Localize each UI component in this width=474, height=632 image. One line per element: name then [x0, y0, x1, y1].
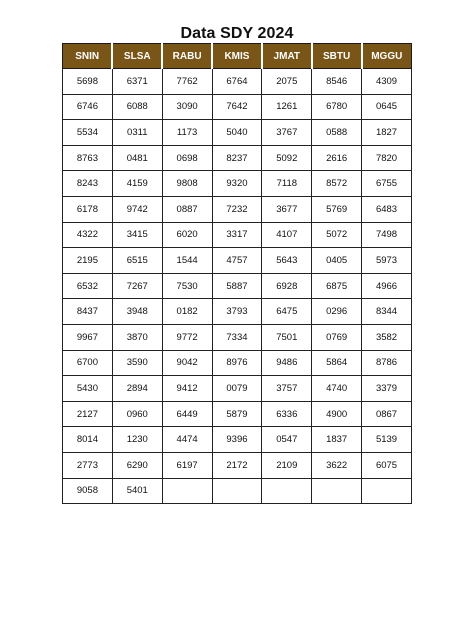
table-cell: 6449 [162, 401, 212, 427]
column-header-jmat: JMAT [262, 44, 312, 69]
table-cell [312, 478, 362, 504]
table-cell: 6020 [162, 222, 212, 248]
table-cell: 4900 [312, 401, 362, 427]
table-row [63, 145, 412, 171]
table-cell: 5430 [63, 376, 113, 402]
table-cell: 6764 [212, 69, 262, 95]
table-cell: 2195 [63, 248, 113, 274]
table-cell: 6532 [63, 273, 113, 299]
table-cell: 6928 [262, 273, 312, 299]
table-cell: 7267 [112, 273, 162, 299]
table-cell: 3379 [362, 376, 412, 402]
table-cell: 9742 [112, 196, 162, 222]
table-cell: 0481 [112, 145, 162, 171]
table-cell: 5072 [312, 222, 362, 248]
table-row [63, 196, 412, 222]
table-cell: 0960 [112, 401, 162, 427]
table-row [63, 376, 412, 402]
table-cell: 0769 [312, 324, 362, 350]
table-cell: 9412 [162, 376, 212, 402]
table-cell: 0079 [212, 376, 262, 402]
table-cell: 7642 [212, 94, 262, 120]
table-cell: 3757 [262, 376, 312, 402]
table-cell: 6875 [312, 273, 362, 299]
table-cell: 8976 [212, 350, 262, 376]
data-table [62, 43, 412, 504]
table-cell [262, 478, 312, 504]
table-row [63, 171, 412, 197]
table-cell: 5864 [312, 350, 362, 376]
table-cell: 6515 [112, 248, 162, 274]
table-cell: 1261 [262, 94, 312, 120]
table-body [63, 69, 412, 504]
table-row [63, 299, 412, 325]
table-cell: 2894 [112, 376, 162, 402]
table-cell: 3317 [212, 222, 262, 248]
table-cell: 8237 [212, 145, 262, 171]
table-cell: 3870 [112, 324, 162, 350]
table-cell: 7232 [212, 196, 262, 222]
table-cell: 2075 [262, 69, 312, 95]
table-cell: 7501 [262, 324, 312, 350]
table-cell: 4740 [312, 376, 362, 402]
table-cell: 5887 [212, 273, 262, 299]
table-cell: 6336 [262, 401, 312, 427]
table-cell [162, 478, 212, 504]
table-cell: 1230 [112, 427, 162, 453]
table-cell: 1827 [362, 120, 412, 146]
table-cell: 0296 [312, 299, 362, 325]
table-cell: 4966 [362, 273, 412, 299]
table-cell: 0588 [312, 120, 362, 146]
table-cell: 9486 [262, 350, 312, 376]
table-cell: 5139 [362, 427, 412, 453]
table-cell: 5092 [262, 145, 312, 171]
table-row [63, 94, 412, 120]
table-cell: 5401 [112, 478, 162, 504]
table-cell: 2616 [312, 145, 362, 171]
table-cell: 8763 [63, 145, 113, 171]
table-cell: 7530 [162, 273, 212, 299]
column-header-slsa: SLSA [112, 44, 162, 69]
table-cell: 9320 [212, 171, 262, 197]
table-cell: 7820 [362, 145, 412, 171]
column-header-mggu: MGGU [362, 44, 412, 69]
table-cell: 3622 [312, 452, 362, 478]
table-cell: 0887 [162, 196, 212, 222]
table-cell: 5973 [362, 248, 412, 274]
table-cell: 6483 [362, 196, 412, 222]
table-cell: 9396 [212, 427, 262, 453]
table-row [63, 248, 412, 274]
table-cell: 4474 [162, 427, 212, 453]
column-header-kmis: KMIS [212, 44, 262, 69]
table-row [63, 401, 412, 427]
table-row [63, 350, 412, 376]
table-cell: 8546 [312, 69, 362, 95]
table-cell: 1837 [312, 427, 362, 453]
table-cell: 7118 [262, 171, 312, 197]
table-cell [362, 478, 412, 504]
table-cell: 3590 [112, 350, 162, 376]
table-cell: 6371 [112, 69, 162, 95]
table-cell: 4107 [262, 222, 312, 248]
table-row [63, 478, 412, 504]
table-row [63, 427, 412, 453]
table-cell: 6178 [63, 196, 113, 222]
table-cell: 0405 [312, 248, 362, 274]
table-cell: 9772 [162, 324, 212, 350]
table-cell: 4322 [63, 222, 113, 248]
table-cell: 4757 [212, 248, 262, 274]
table-row [63, 222, 412, 248]
table-row [63, 452, 412, 478]
table-cell: 5769 [312, 196, 362, 222]
table-cell: 8786 [362, 350, 412, 376]
table-cell: 3677 [262, 196, 312, 222]
table-row [63, 324, 412, 350]
table-cell: 5534 [63, 120, 113, 146]
table-cell: 4159 [112, 171, 162, 197]
table-cell: 4309 [362, 69, 412, 95]
table-cell: 5698 [63, 69, 113, 95]
table-cell: 8014 [63, 427, 113, 453]
table-cell: 7498 [362, 222, 412, 248]
table-cell: 6290 [112, 452, 162, 478]
table-cell: 6075 [362, 452, 412, 478]
table-cell: 2127 [63, 401, 113, 427]
table-cell: 8344 [362, 299, 412, 325]
table-cell: 6475 [262, 299, 312, 325]
table-row [63, 273, 412, 299]
table-cell: 3948 [112, 299, 162, 325]
table-cell: 3767 [262, 120, 312, 146]
table-cell: 8437 [63, 299, 113, 325]
column-header-snin: SNIN [63, 44, 113, 69]
table-cell: 3415 [112, 222, 162, 248]
table-cell: 2773 [63, 452, 113, 478]
table-cell: 6755 [362, 171, 412, 197]
table-cell: 3582 [362, 324, 412, 350]
table-cell: 5040 [212, 120, 262, 146]
table-header-row [63, 44, 412, 69]
table-cell: 0867 [362, 401, 412, 427]
column-header-rabu: RABU [162, 44, 212, 69]
table-cell: 5879 [212, 401, 262, 427]
table-row [63, 120, 412, 146]
table-cell: 6088 [112, 94, 162, 120]
column-header-sbtu: SBTU [312, 44, 362, 69]
table-row [63, 69, 412, 95]
table-cell: 7762 [162, 69, 212, 95]
table-cell: 3090 [162, 94, 212, 120]
table-cell: 1173 [162, 120, 212, 146]
table-cell: 6746 [63, 94, 113, 120]
table-cell: 0182 [162, 299, 212, 325]
table-cell: 7334 [212, 324, 262, 350]
table-cell: 9808 [162, 171, 212, 197]
table-cell: 5643 [262, 248, 312, 274]
table-cell: 0311 [112, 120, 162, 146]
table-cell: 9058 [63, 478, 113, 504]
table-cell: 3793 [212, 299, 262, 325]
table-cell: 9042 [162, 350, 212, 376]
table-cell: 8243 [63, 171, 113, 197]
table-cell: 0547 [262, 427, 312, 453]
table-cell: 1544 [162, 248, 212, 274]
table-cell: 6700 [63, 350, 113, 376]
table-cell: 2109 [262, 452, 312, 478]
table-cell: 2172 [212, 452, 262, 478]
table-cell: 9967 [63, 324, 113, 350]
table-cell: 0698 [162, 145, 212, 171]
table-cell: 6780 [312, 94, 362, 120]
table-cell: 6197 [162, 452, 212, 478]
table-cell: 0645 [362, 94, 412, 120]
table-cell [212, 478, 262, 504]
page-title: Data SDY 2024 [180, 25, 294, 42]
table-cell: 8572 [312, 171, 362, 197]
